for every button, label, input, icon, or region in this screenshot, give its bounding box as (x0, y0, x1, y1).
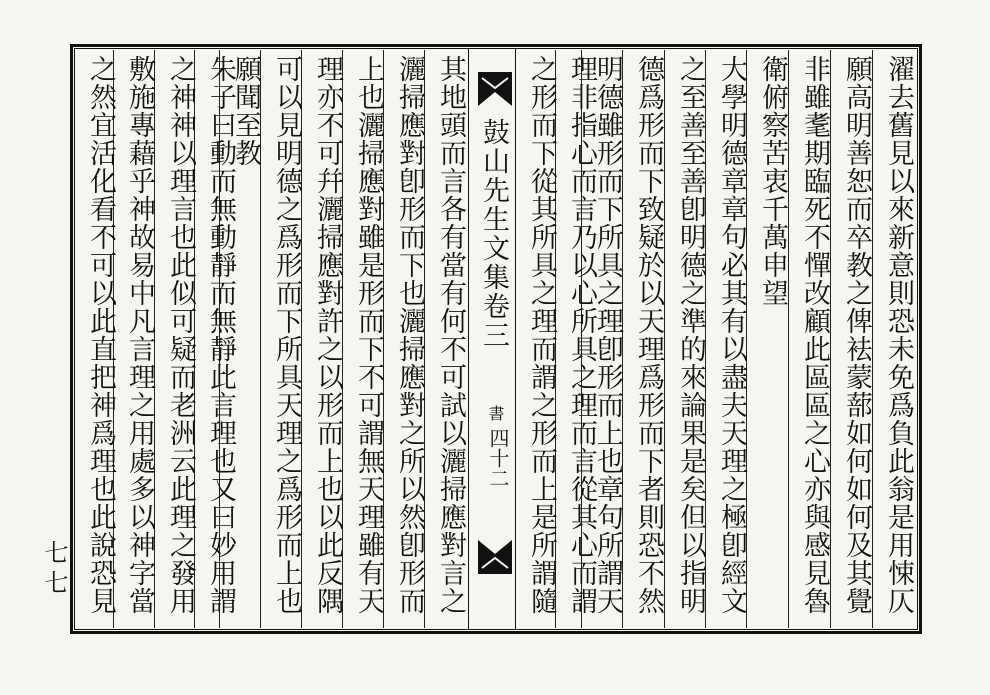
text-column: 願聞至教 (230, 55, 261, 167)
text-column: 衛俯察苦衷千萬申望 (757, 55, 788, 307)
fishtail-bottom-icon (478, 540, 512, 574)
text-column: 灑掃應對卽形而下也灑掃應對之所以然卽形而 (394, 55, 425, 615)
collection-title: 鼓山先生文集卷三 (478, 118, 509, 350)
text-column: 德爲形而下致疑於以天理爲形而下者則恐不然 (633, 55, 664, 615)
text-column: 之至善至善卽明德之準的來論果是矣但以指明 (675, 55, 706, 615)
text-column: 上也灑掃應對雖是形而下不可謂無天理雖有天 (353, 55, 384, 615)
text-column: 非雖耄期臨死不憚改顧此區區之心亦與感見魯 (799, 55, 830, 615)
text-column: 之神神以理言也此似可疑而老洲云此理之發用 (165, 55, 196, 615)
text-column: 之形而下從其所具之理而謂之形而上是所謂隨 (526, 55, 557, 615)
text-column: 大學明德章章句必其有以盡夫天理之極卽經文 (716, 55, 747, 615)
text-column: 可以見明德之爲形而下所具天理之爲形而上也 (271, 55, 302, 615)
text-column: 願高明善恕而卒教之俾袪蒙蔀如何如何及其覺 (841, 55, 872, 615)
fishtail-top-icon (478, 72, 512, 106)
text-column: 理非指心而言乃以心所具之理而言從其心而謂 (566, 55, 597, 615)
text-column: 朱子曰動而無動靜而無靜此言理也又曰妙用謂 (205, 55, 236, 615)
folio-number: 四十二 (486, 428, 510, 488)
margin-page-number: 七七 (40, 540, 68, 600)
text-column: 理亦不可幷灑掃應對許之以形而上也以此反隅 (312, 55, 343, 615)
section-label: 書 (486, 405, 505, 421)
text-column: 敷施專藉乎神故易中凡言理之用處多以神字當 (124, 55, 155, 615)
text-column: 之然宜活化看不可以此直把神爲理也此說恐見 (85, 55, 116, 615)
text-column: 明德雖形而下所具之理卽形而上也章句所謂天 (592, 55, 623, 615)
text-column: 濯去舊見以來新意則恐未免爲負此翁是用悚仄 (883, 55, 914, 615)
text-column: 其地頭而言各有當有何不可試以灑掃應對言之 (435, 55, 466, 615)
